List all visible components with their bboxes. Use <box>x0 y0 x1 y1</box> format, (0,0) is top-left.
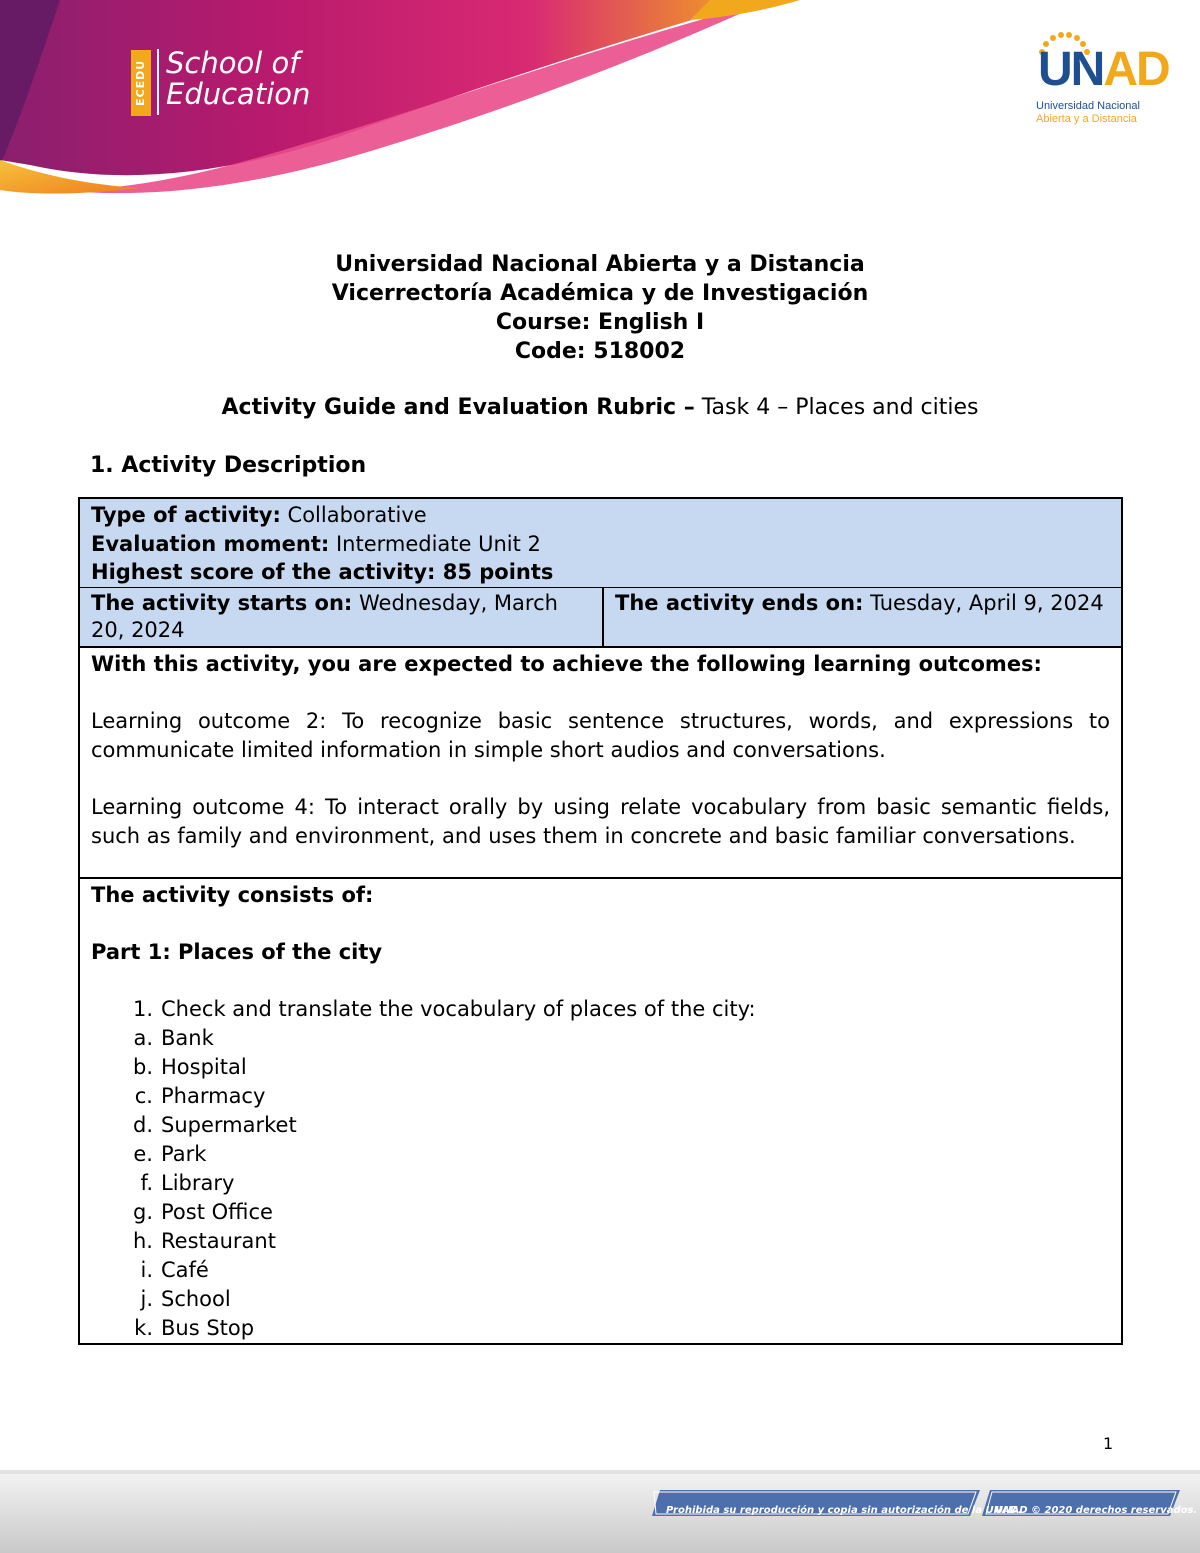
list-item-text: Bus Stop <box>161 1316 255 1340</box>
list-marker: 1. <box>132 997 153 1021</box>
list-item <box>91 1111 1110 1140</box>
list-item-text: Restaurant <box>161 1229 276 1253</box>
ends-value: Tuesday, April 9, 2024 <box>863 591 1104 615</box>
evaluation-moment-value: Intermediate Unit 2 <box>329 532 541 556</box>
vocabulary-list <box>91 995 1110 1343</box>
starts-label: The activity starts on: <box>91 591 353 615</box>
footer-rights: UNAD © 2020 derechos reservados. <box>995 1505 1198 1516</box>
outcomes-heading: With this activity, you are expected to achieve the following learning outcomes: <box>91 652 1042 676</box>
list-item <box>91 1285 1110 1314</box>
unad-subtitle-1: Universidad Nacional <box>1036 100 1140 112</box>
footer-copyright-notice: Prohibida su reproducción y copia sin autorización de la UNAD. <box>666 1505 1022 1516</box>
list-item-text: Hospital <box>161 1055 247 1079</box>
list-item <box>91 1140 1110 1169</box>
list-item-text: Pharmacy <box>161 1084 266 1108</box>
list-marker: h. <box>133 1229 153 1253</box>
outcomes-cell <box>79 647 1122 878</box>
evaluation-moment-label: Evaluation moment: <box>91 532 330 556</box>
unad-ad: AD <box>1103 43 1169 96</box>
list-item-text: Check and translate the vocabulary of places of the city: <box>161 997 756 1021</box>
list-item <box>91 995 1110 1024</box>
title-line-vicerrectoria: Vicerrectoría Académica y de Investigación <box>331 281 869 306</box>
activity-info-cell <box>79 498 1122 588</box>
activity-type <box>91 501 1110 530</box>
list-marker: c. <box>134 1084 153 1108</box>
list-marker: f. <box>140 1171 153 1195</box>
list-item-text: Park <box>161 1142 207 1166</box>
school-name-line2: Education <box>166 77 311 111</box>
activity-table <box>78 497 1123 1345</box>
list-marker: i. <box>140 1258 153 1282</box>
table-row <box>79 498 1122 588</box>
guide-title-rest: Task 4 – Places and cities <box>694 395 979 420</box>
page-number: 1 <box>1103 1434 1114 1453</box>
list-item <box>91 1314 1110 1343</box>
list-item <box>91 1082 1110 1111</box>
title-line-university: Universidad Nacional Abierta y a Distancia <box>335 252 865 277</box>
title-line-code: Code: 518002 <box>514 339 686 364</box>
list-item-text: Bank <box>161 1026 214 1050</box>
list-item-text: Library <box>161 1171 235 1195</box>
table-row <box>79 588 1122 648</box>
list-item-text: Post Office <box>161 1200 273 1224</box>
unad-wordmark <box>1038 44 1169 96</box>
list-marker: k. <box>134 1316 153 1340</box>
list-item <box>91 1053 1110 1082</box>
list-marker: d. <box>132 1113 153 1137</box>
list-marker: b. <box>132 1055 153 1079</box>
list-item <box>91 1198 1110 1227</box>
list-item-text: School <box>161 1287 231 1311</box>
unad-un: UN <box>1038 43 1104 96</box>
section-heading: 1. Activity Description <box>90 453 367 478</box>
list-item <box>91 1169 1110 1198</box>
activity-type-value: Collaborative <box>280 503 427 527</box>
title-line-course: Course: English I <box>495 310 705 335</box>
list-item-text: Supermarket <box>161 1113 297 1137</box>
highest-score: Highest score of the activity: 85 points <box>91 560 554 584</box>
logo-divider <box>157 49 159 115</box>
list-item <box>91 1256 1110 1285</box>
ends-cell <box>603 588 1122 648</box>
school-name-line1: School of <box>166 46 300 80</box>
consists-heading: The activity consists of: <box>91 883 374 907</box>
list-item-text: Café <box>161 1258 209 1282</box>
guide-title <box>0 393 1200 423</box>
list-marker: e. <box>133 1142 153 1166</box>
school-of-education-logo <box>166 48 310 110</box>
table-row <box>79 647 1122 878</box>
list-marker: a. <box>133 1026 153 1050</box>
starts-value: Wednesday, March 20, 2024 <box>91 591 558 642</box>
list-item <box>91 1227 1110 1256</box>
learning-outcome-2: Learning outcome 2: To recognize basic sentence structures, words, and expressions to communicate limited information in simple short audios and conversations. <box>91 709 1110 762</box>
list-item <box>91 1024 1110 1053</box>
evaluation-moment <box>91 530 1110 559</box>
consists-cell <box>79 878 1122 1344</box>
starts-cell <box>79 588 603 648</box>
part1-heading: Part 1: Places of the city <box>91 940 383 964</box>
learning-outcome-4: Learning outcome 4: To interact orally by using relate vocabulary from basic semantic fields, such as family and environment, and uses them in concrete and basic familiar conversations. <box>91 795 1110 848</box>
ends-label: The activity ends on: <box>615 591 864 615</box>
list-marker: j. <box>140 1287 153 1311</box>
document-title <box>0 250 1200 366</box>
guide-title-bold: Activity Guide and Evaluation Rubric – <box>221 395 695 420</box>
table-row <box>79 878 1122 1344</box>
list-marker: g. <box>132 1200 153 1224</box>
unad-subtitle-2: Abierta y a Distancia <box>1036 113 1137 125</box>
activity-type-label: Type of activity: <box>91 503 281 527</box>
ecedu-badge: ECEDU <box>131 50 151 116</box>
